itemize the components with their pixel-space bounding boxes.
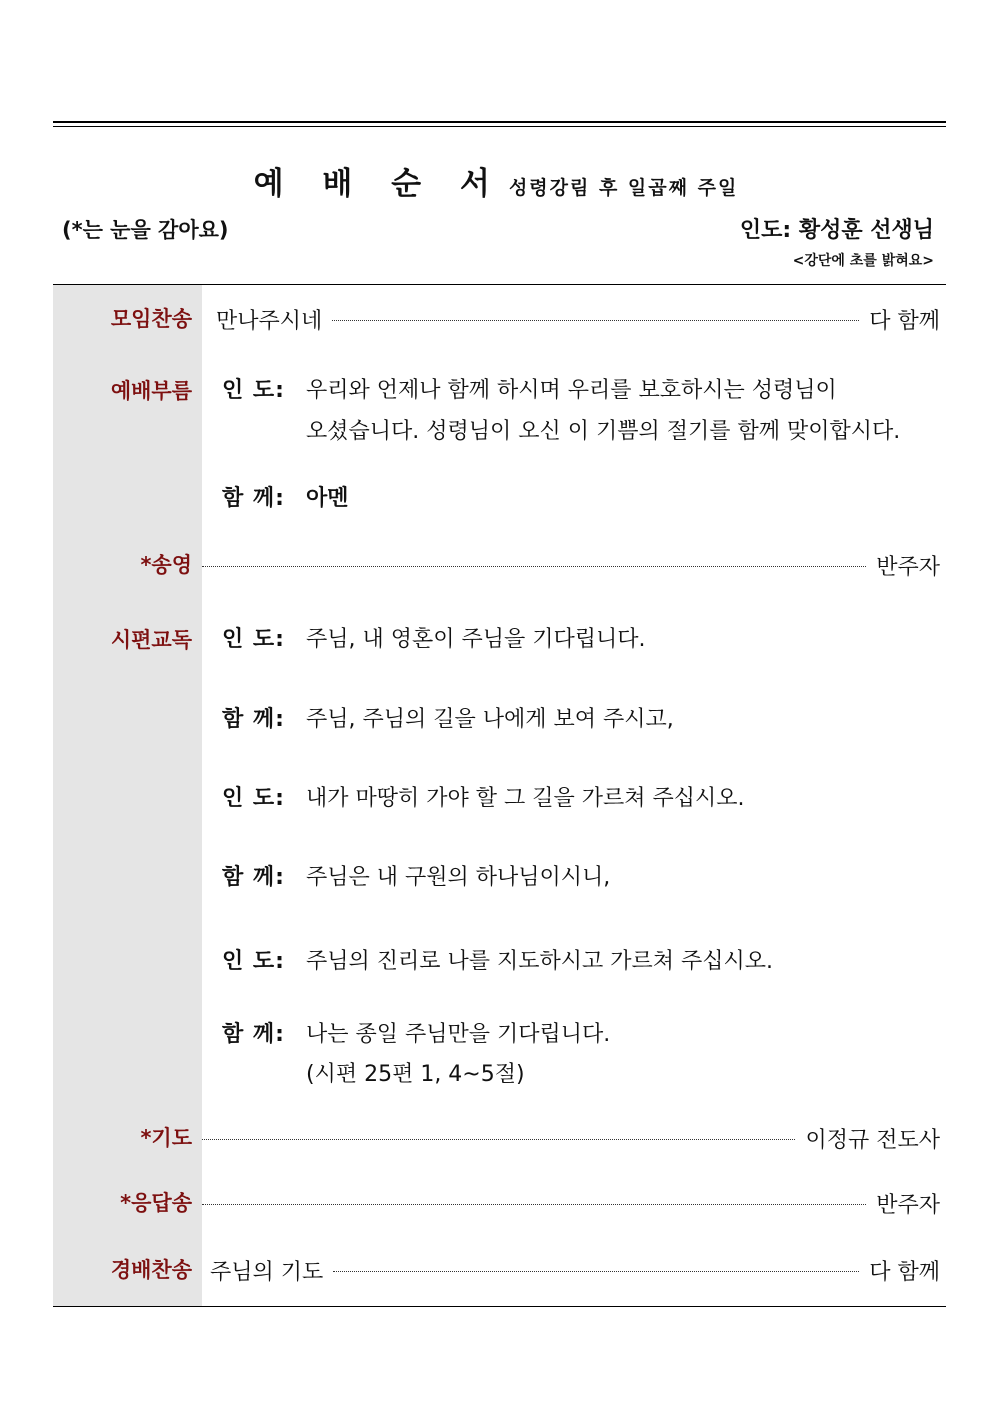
closing-song-label: 경배찬송 <box>110 1258 192 1282</box>
response-row <box>202 1190 940 1216</box>
speaker-all: 함 께: <box>222 486 285 511</box>
closing-song-title: 주님의 기도 <box>210 1259 324 1285</box>
gathering-song-by: 다 함께 <box>869 308 940 334</box>
psalm-line: 나는 종일 주님만을 기다립니다. <box>306 1022 611 1047</box>
prayer-by: 이정규 전도사 <box>805 1127 940 1153</box>
psalm-speaker: 함 께: <box>222 865 285 890</box>
response-label: *응답송 <box>120 1191 192 1215</box>
psalm-line: 주님의 진리로 나를 지도하시고 가르쳐 주십시오. <box>306 949 774 974</box>
speaker-leader: 인 도: <box>222 378 285 403</box>
dot-leader <box>202 566 866 567</box>
page-title: 예 배 순 서 <box>253 166 504 202</box>
eyes-closed-note: (*는 눈을 감아요) <box>62 218 229 242</box>
dot-leader <box>202 1139 795 1140</box>
worship-leader: 인도: 황성훈 선생님 <box>739 218 934 243</box>
psalm-reference: (시편 25편 1, 4~5절) <box>306 1062 525 1087</box>
closing-song-by: 다 함께 <box>869 1259 940 1285</box>
gathering-song-label: 모임찬송 <box>110 307 192 331</box>
psalm-line: 주님, 주님의 길을 나에게 보여 주시고, <box>306 707 674 732</box>
page-subtitle: 성령강림 후 일곱째 주일 <box>508 177 739 199</box>
call-to-worship-label: 예배부름 <box>110 379 192 403</box>
top-double-rule-thin <box>53 126 946 127</box>
psalm-speaker: 인 도: <box>222 786 285 811</box>
psalm-speaker: 함 께: <box>222 1022 285 1047</box>
dot-leader <box>333 1271 859 1272</box>
psalm-speaker: 함 께: <box>222 707 285 732</box>
psalm-speaker: 인 도: <box>222 949 285 974</box>
psalm-line: 내가 마땅히 가야 할 그 길을 가르쳐 주십시오. <box>306 786 745 811</box>
title-line <box>0 158 992 203</box>
doxology-row <box>202 552 940 578</box>
dot-leader <box>332 320 859 321</box>
prayer-row <box>202 1125 940 1151</box>
call-to-worship-leader-line2: 오셨습니다. 성령님이 오신 이 기쁨의 절기를 함께 맞이합시다. <box>306 419 901 444</box>
psalm-line: 주님은 내 구원의 하나님이시니, <box>306 865 611 890</box>
bottom-rule <box>53 1306 946 1307</box>
gathering-song-row <box>202 306 940 332</box>
prayer-label: *기도 <box>140 1126 192 1150</box>
call-to-worship-all-text: 아멘 <box>306 486 349 511</box>
call-to-worship-leader-line1: 우리와 언제나 함께 하시며 우리를 보호하시는 성령님이 <box>306 378 837 403</box>
doxology-label: *송영 <box>140 553 192 577</box>
psalm-speaker: 인 도: <box>222 627 285 652</box>
candle-note: <강단에 초를 밝혀요> <box>792 253 934 269</box>
closing-song-row <box>202 1257 940 1283</box>
psalm-line: 주님, 내 영혼이 주님을 기다립니다. <box>306 627 646 652</box>
dot-leader <box>202 1204 866 1205</box>
doxology-by: 반주자 <box>876 554 940 580</box>
top-double-rule-thick <box>53 121 946 123</box>
response-by: 반주자 <box>876 1192 940 1218</box>
gathering-song-title: 만나주시네 <box>216 308 323 334</box>
psalm-reading-label: 시편교독 <box>110 628 192 652</box>
label-column <box>53 285 202 1306</box>
